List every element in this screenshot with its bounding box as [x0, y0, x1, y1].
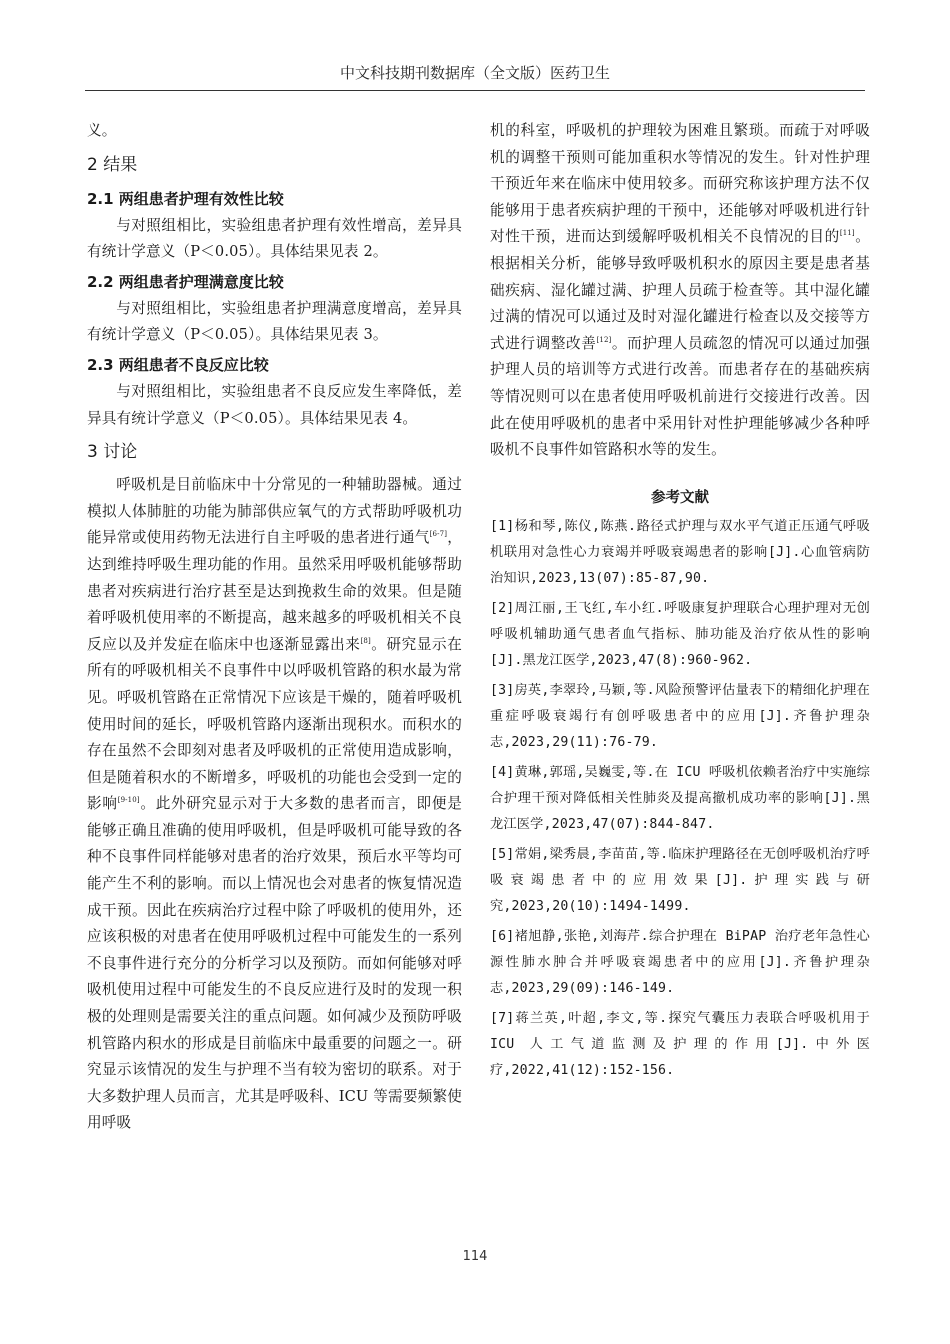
reference-item: [6]褚旭静,张艳,刘海芹.综合护理在 BiPAP 治疗老年急性心源性肺水肿合并呼吸衰竭患者中的应用[J].齐鲁护理杂志,2023,29(09):146-149.	[490, 928, 870, 996]
page-number: 114	[462, 1249, 488, 1264]
reference-item: [7]蒋兰英,叶超,李文,等.探究气囊压力表联合呼吸机用于 ICU 人工气道监测及护理的作用[J].中外医疗,2022,41(12):152-156.	[490, 1010, 870, 1078]
discussion-continued	[490, 118, 870, 464]
citation: [9-10]	[117, 796, 140, 805]
subsection-2-1-heading: 2.1 两组患者护理有效性比较	[87, 189, 284, 208]
right-column	[490, 118, 870, 1088]
subsection-2-3-heading: 2.3 两组患者不良反应比较	[87, 355, 269, 374]
section-discussion-heading: 3 讨论	[87, 442, 138, 463]
discussion-text: 。根据相关分析，能够导致呼吸机积水的原因主要是患者基础疾病、湿化罐过满、护理人员疏于检查等。其中湿化罐过满的情况可以通过及时对湿化罐进行检查以及交接等方式进行调整改善	[490, 228, 871, 352]
discussion-text: ，达到维持呼吸生理功能的作用。虽然采用呼吸机能够帮助患者对疾病进行治疗甚至是达到挽救生命的效果。但是随着呼吸机使用率的不断提高，越来越多的呼吸机相关不良反应以及并发症在临床中也逐渐显露出来	[87, 529, 463, 653]
subsection-2-2-heading: 2.2 两组患者护理满意度比较	[87, 272, 284, 291]
citation: [12]	[596, 335, 612, 344]
reference-item: [2]周江丽,王飞红,车小红.呼吸康复护理联合心理护理对无创呼吸机辅助通气患者血气指标、肺功能及治疗依从性的影响[J].黑龙江医学,2023,47(8):960-962.	[490, 600, 870, 668]
reference-item: [4]黄琳,郭瑶,吴巍雯,等.在 ICU 呼吸机依赖者治疗中实施综合护理干预对降低相关性肺炎及提高撤机成功率的影响[J].黑龙江医学,2023,47(07):844-847.	[490, 764, 870, 832]
references-list	[490, 514, 870, 1084]
reference-item: [5]常娟,梁秀晨,李苗苗,等.临床护理路径在无创呼吸机治疗呼吸衰竭患者中的应用效果[J].护理实践与研究,2023,20(10):1494-1499.	[490, 846, 870, 914]
paragraph-2-1: 与对照组相比，实验组患者护理有效性增高，差异具有统计学意义（P＜0.05）。具体结果见表 2。	[87, 216, 462, 261]
citation: [8]	[360, 636, 371, 645]
section-results-heading: 2 结果	[87, 154, 138, 175]
paragraph-2-3: 与对照组相比，实验组患者不良反应发生率降低，差异具有统计学意义（P＜0.05）。具体结果见表 4。	[87, 382, 462, 427]
paragraph-2-2: 与对照组相比，实验组患者护理满意度增高，差异具有统计学意义（P＜0.05）。具体结果见表 3。	[87, 299, 462, 344]
references-heading: 参考文献	[651, 489, 709, 506]
continued-text: 义。	[87, 122, 117, 139]
header-rule	[85, 90, 865, 91]
discussion-text: 。此外研究显示对于大多数的患者而言，即便是能够正确且准确的使用呼吸机，但是呼吸机可能导致的各种不良事件同样能够对患者的治疗效果，预后水平等均可能产生不利的影响。而以上情况也会对患者的恢复情况造成干预。因此在疾病治疗过程中除了呼吸机的使用外，还应该积极的对患者在使用呼吸机过程中可能发生的一系列不良事件进行充分的分析学习以及预防。而如何能够对呼吸机使用过程中可能发生的不良反应进行及时的发现一积极的处理则是需要关注的重点问题。如何减少及预防呼吸机管路内积水的形成是目前临床中最重要的问题之一。研究显示该情况的发生与护理不当有较为密切的联系。对于大多数护理人员而言，尤其是呼吸科、ICU 等需要频繁使用呼吸	[87, 795, 462, 1132]
reference-item: [3]房英,李翠玲,马颖,等.风险预警评估量表下的精细化护理在重症呼吸衰竭行有创呼吸患者中的应用[J].齐鲁护理杂志,2023,29(11):76-79.	[490, 682, 870, 750]
discussion-text: 。研究显示在所有的呼吸机相关不良事件中以呼吸机管路的积水最为常见。呼吸机管路在正常情况下应该是干燥的，随着呼吸机使用时间的延长，呼吸机管路内逐渐出现积水。而积水的存在虽然不会即刻对患者及呼吸机的正常使用造成影响，但是随着积水的不断增多，呼吸机的功能也会受到一定的影响	[87, 635, 462, 813]
discussion-paragraph	[87, 472, 462, 1137]
citation: [11]	[839, 229, 855, 238]
journal-header: 中文科技期刊数据库（全文版）医药卫生	[339, 64, 610, 82]
left-column	[87, 118, 462, 1137]
discussion-text: 呼吸机是目前临床中十分常见的一种辅助器械。通过模拟人体肺脏的功能为肺部供应氧气的方式帮助呼吸机功能异常或使用药物无法进行自主呼吸的患者进行通气	[87, 476, 462, 547]
discussion-text: 。而护理人员疏忽的情况可以通过加强护理人员的培训等方式进行改善。而患者存在的基础疾病等情况则可以在患者使用呼吸机前进行交接进行改善。因此在使用呼吸机的患者中采用针对性护理能够减少各种呼吸机不良事件如管路积水等的发生。	[490, 334, 870, 459]
citation: [6-7]	[429, 530, 448, 539]
discussion-text: 机的科室，呼吸机的护理较为困难且繁琐。而疏于对呼吸机的调整干预则可能加重积水等情况的发生。针对性护理干预近年来在临床中使用较多。而研究称该护理方法不仅能够用于患者疾病护理的干预中，还能够对呼吸机进行针对性干预，进而达到缓解呼吸机相关不良情况的目的	[490, 122, 870, 246]
reference-item: [1]杨和琴,陈仪,陈燕.路径式护理与双水平气道正压通气呼吸机联用对急性心力衰竭并呼吸衰竭患者的影响[J].心血管病防治知识,2023,13(07):85-87,90.	[490, 518, 870, 586]
